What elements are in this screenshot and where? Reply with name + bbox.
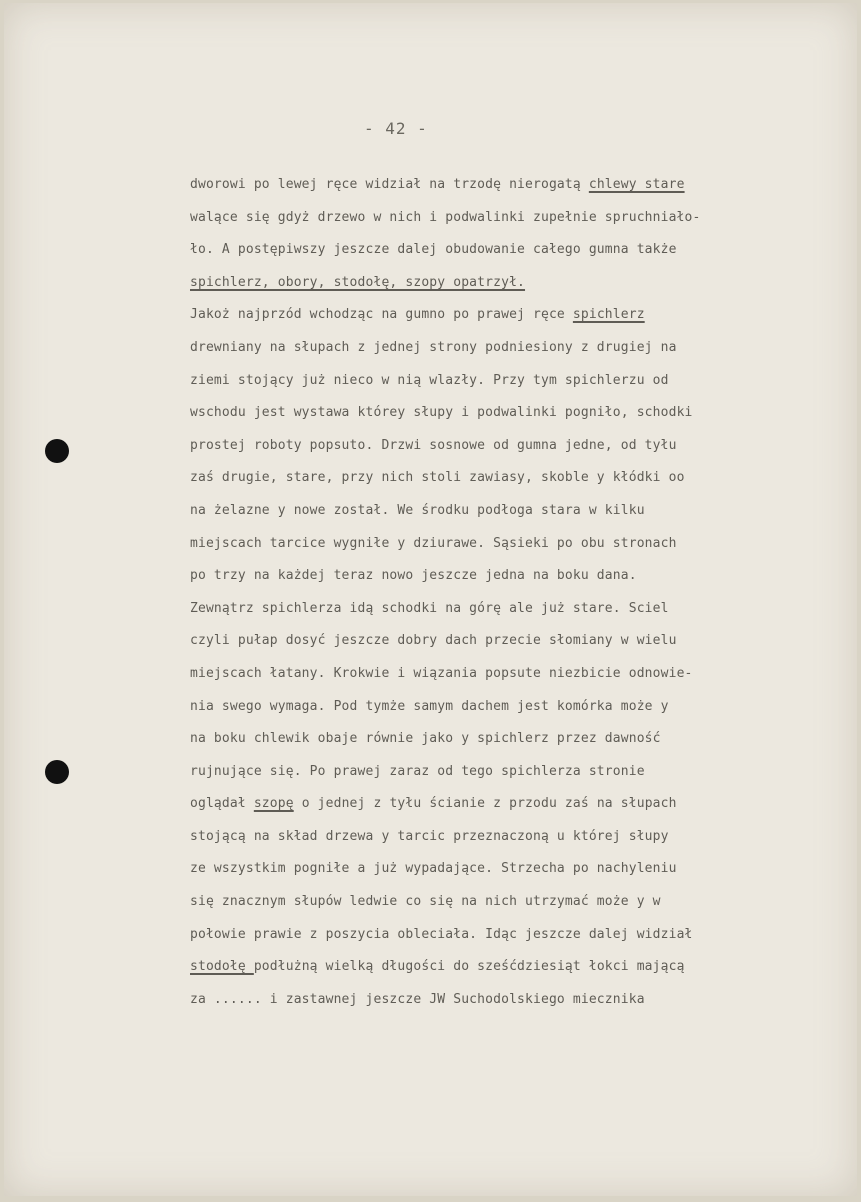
text-line xyxy=(190,658,852,691)
text-segment: stojącą na skład drzewa y tarcic przeznaczoną u której słupy xyxy=(190,828,669,844)
text-line xyxy=(190,430,852,463)
text-line xyxy=(190,234,852,267)
text-line xyxy=(190,267,852,300)
text-segment: ło. A postępiwszy jeszcze dalej obudowanie całego gumna także xyxy=(190,242,677,258)
text-line xyxy=(190,919,852,952)
text-segment: prostej roboty popsuto. Drzwi sosnowe od gumna jedne, od tyłu xyxy=(190,437,677,453)
text-line xyxy=(190,886,852,919)
text-segment: Zewnątrz spichlerza idą schodki na górę ale już stare. Sciel xyxy=(190,600,669,616)
text-line xyxy=(190,723,852,756)
text-line xyxy=(190,528,852,561)
page-number: - 42 - xyxy=(364,119,428,138)
text-segment: połowie prawie z poszycia obleciała. Idąc jeszcze dalej widział xyxy=(190,926,693,942)
underlined-text: spichlerz xyxy=(572,307,645,323)
text-segment: drewniany na słupach z jednej strony podniesiony z drugiej na xyxy=(190,339,677,355)
text-line xyxy=(190,462,852,495)
text-segment: na żelazne y nowe został. We środku podłoga stara w kilku xyxy=(190,502,645,518)
underlined-text: szopę xyxy=(253,796,294,812)
typed-text-body xyxy=(190,169,852,1016)
text-segment: Jakoż najprzód wchodząc na gumno po prawej ręce xyxy=(190,307,573,323)
text-segment: podłużną wielką długości do sześćdziesiąt łokci mającą xyxy=(253,959,685,975)
text-segment: ze wszystkim pogniłe a już wypadające. Strzecha po nachyleniu xyxy=(190,861,677,877)
text-segment: miejscach łatany. Krokwie i wiązania popsute niezbicie odnowie- xyxy=(190,665,693,681)
text-line xyxy=(190,984,852,1017)
text-segment: walące się gdyż drzewo w nich i podwalinki zupełnie spruchniało- xyxy=(190,209,701,225)
text-line xyxy=(190,397,852,430)
underlined-text: stodołę xyxy=(190,959,254,975)
text-segment: dworowi po lewej ręce widział na trzodę nierogatą xyxy=(190,177,589,192)
text-line xyxy=(190,593,852,626)
text-line xyxy=(190,951,852,984)
text-line xyxy=(190,788,852,821)
text-line xyxy=(190,365,852,398)
text-line xyxy=(190,560,852,593)
text-segment: o jednej z tyłu ścianie z przodu zaś na słupach xyxy=(293,796,677,812)
text-line xyxy=(190,853,852,886)
text-segment: nia swego wymaga. Pod tymże samym dachem jest komórka może y xyxy=(190,698,669,714)
text-line xyxy=(190,299,852,332)
text-segment: rujnujące się. Po prawej zaraz od tego spichlerza stronie xyxy=(190,763,645,779)
text-segment: miejscach tarcice wygniłe y dziurawe. Sąsieki po obu stronach xyxy=(190,535,677,551)
text-line xyxy=(190,756,852,789)
text-line xyxy=(190,495,852,528)
text-segment: się znacznym słupów ledwie co się na nich utrzymać może y w xyxy=(190,894,661,910)
text-segment: zaś drugie, stare, przy nich stoli zawiasy, skoble y kłódki oo xyxy=(190,470,685,486)
punch-hole xyxy=(45,760,69,784)
punch-hole xyxy=(45,439,69,463)
text-line xyxy=(190,625,852,658)
text-line xyxy=(190,202,852,235)
text-segment: czyli pułap dosyć jeszcze dobry dach przecie słomiany w wielu xyxy=(190,633,677,649)
text-segment: na boku chlewik obaje równie jako y spichlerz przez dawność xyxy=(190,731,661,747)
document-page xyxy=(4,3,857,1196)
underlined-text: chlewy stare xyxy=(588,177,685,192)
text-line xyxy=(190,821,852,854)
text-segment: za ...... i zastawnej jeszcze JW Suchodolskiego miecznika xyxy=(190,991,645,1007)
text-segment: wschodu jest wystawa którey słupy i podwalinki pogniło, schodki xyxy=(190,405,693,421)
text-line xyxy=(190,691,852,724)
text-line xyxy=(190,332,852,365)
text-line xyxy=(190,169,852,202)
text-segment: oglądał xyxy=(190,796,254,812)
text-segment: po trzy na każdej teraz nowo jeszcze jedna na boku dana. xyxy=(190,568,637,584)
underlined-text: spichlerz, obory, stodołę, szopy opatrzył. xyxy=(190,274,526,290)
text-segment: ziemi stojący już nieco w nią wlazły. Przy tym spichlerzu od xyxy=(190,372,669,388)
